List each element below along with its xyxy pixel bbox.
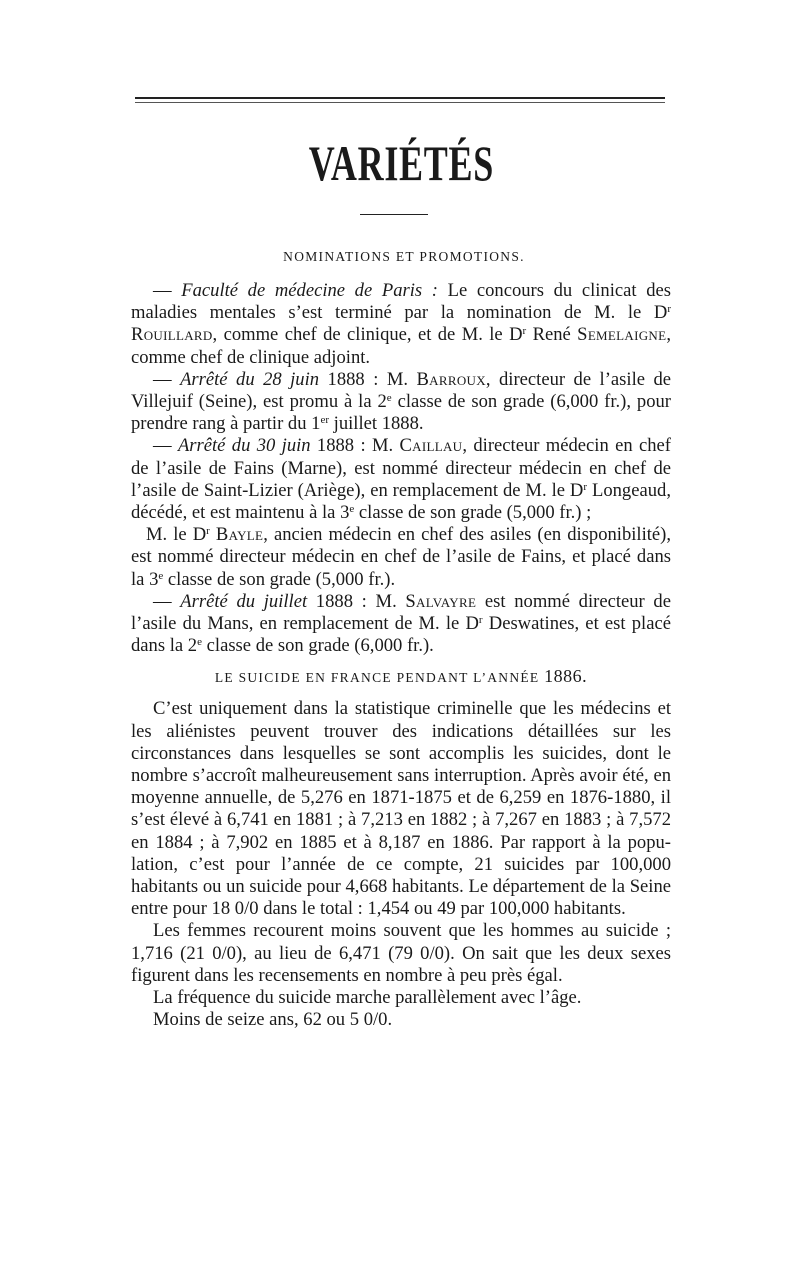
header-rule (135, 97, 665, 99)
text-run: e (386, 392, 392, 405)
text-run: — (153, 280, 182, 301)
text-run: r (206, 525, 210, 538)
text-run: — (153, 590, 181, 612)
text-run: 1888 : M. (310, 435, 400, 457)
text-run: classe de son grade (5,000 fr.). (163, 568, 396, 590)
text-run: , comme chef de clinique, et de M. le D (212, 324, 523, 346)
decree-label: Arrêté du juillet (180, 590, 308, 612)
text-run: 1888 : M. (307, 590, 406, 612)
person-name: Salvayre (405, 590, 477, 612)
person-name: Caillau (399, 435, 463, 457)
text-run: r (583, 480, 588, 493)
nomination-paragraph (131, 435, 671, 524)
nomination-paragraph (131, 524, 671, 591)
suicide-paragraph: C’est uniquement dans la statistique criminelle que les médecins et les aliénistes peuvent trouver des indications détaillées sur les circonstances dans lesquelles se sont accomplis les suicides, dont le nombre s’accroît malheureusement sans interruption. Après avoir été, en moyenne annuelle, de 5,276 en 1871-1875 et de 6,259 en 1876-1880, il s’est élevé à 6,741 en 1881 ; à 7,213 en 1882 ; à 7,267 en 1883 ; à 7,572 en 1884 ; à 7,902 en 1885 et à 8,187 en 1886. Par rapport à la population, c’est pour l’année de ce compte, 21 suicides par 100,000 habitants ou un suicide pour 4,668 habitants. Le département de la Seine entre pour 18 0/0 dans le total : 1,454 ou 49 par 100,000 habitants. (131, 698, 671, 920)
person-name: Semelaigne (577, 324, 667, 346)
text-run: r (478, 614, 483, 627)
nomination-paragraph (131, 591, 671, 658)
decree-label: Arrêté du 30 juin (177, 435, 311, 457)
section-heading-nominations: NOMINATIONS ET PROMOTIONS. (283, 249, 525, 264)
text-run: René (526, 324, 578, 346)
text-run: e (349, 503, 355, 516)
text-run: er (320, 414, 330, 427)
text-run: Deswatines, et est placé dans la 2 (131, 613, 671, 657)
section-suicide (131, 698, 671, 1031)
text-run: Le concours du clinicat des maladies mentales s’est terminé par la nomination de M. le D (131, 280, 671, 324)
section-heading-suicide (131, 665, 671, 689)
text-run: r (522, 325, 527, 338)
text-run: e (197, 636, 202, 649)
section-heading-suicide-year: 1886. (544, 666, 588, 687)
page-title: VARIÉTÉS (308, 135, 494, 191)
nomination-paragraph (131, 280, 671, 369)
text-run: juillet 1888. (329, 413, 424, 435)
suicide-paragraph: La fréquence du suicide marche parallèlement avec l’âge. (153, 987, 582, 1009)
text-run: , directeur médecin en chef de l’asile de Fains (Marne), est nommé directeur médecin en chef de l’asile de Saint-Lizier (Ariège), en remplacement de M. le D (131, 435, 671, 501)
text-column (131, 246, 671, 1032)
text-run: est nommé directeur de l’asile du Mans, en remplacement de M. le D (131, 590, 671, 635)
text-run: 1888 : M. (319, 368, 417, 390)
text-run: , directeur de l’asile de Villejuif (Seine), est promu à la 2 (131, 368, 671, 413)
text-run: , comme chef de clinique adjoint. (131, 324, 671, 368)
text-run: — (153, 435, 178, 457)
text-run: classe de son grade (5,000 fr.) ; (354, 502, 592, 524)
title-divider (360, 214, 428, 215)
decree-label: Faculté de médecine de Paris : (181, 280, 438, 301)
text-run: classe de son grade (6,000 fr.). (202, 635, 434, 657)
nomination-paragraph (131, 369, 671, 436)
person-name: Rouillard (131, 324, 213, 346)
header-rule-thin (135, 102, 665, 103)
section-nominations (131, 280, 671, 657)
text-run: Longeaud, décédé, et est maintenu à la 3 (131, 479, 671, 524)
text-run: M. le D (146, 524, 207, 546)
suicide-paragraph: Moins de seize ans, 62 ou 5 0/0. (153, 1009, 393, 1031)
section-heading-suicide-text: LE SUICIDE EN FRANCE PENDANT L’ANNÉE (214, 670, 545, 686)
text-run: , ancien médecin en chef des asiles (en disponibilité), est nommé directeur médecin en chef de l’asile de Fains, et placé dans la 3 (131, 524, 672, 590)
suicide-paragraph: Les femmes recourent moins souvent que les hommes au suicide ; 1,716 (21 0/0), au lieu de 6,471 (79 0/0). On sait que les deux sexes figurent dans les recensements en nombre à peu près égal. (131, 920, 671, 986)
text-run: e (158, 569, 164, 582)
text-run: classe de son grade (6,000 fr.), pour prendre rang à partir du 1 (131, 391, 671, 435)
decree-label: Arrêté du 28 juin (180, 368, 320, 390)
person-name: Bayle (215, 524, 264, 546)
text-run: r (667, 303, 671, 316)
person-name: Barroux (416, 368, 486, 390)
text-run: — (153, 368, 181, 390)
